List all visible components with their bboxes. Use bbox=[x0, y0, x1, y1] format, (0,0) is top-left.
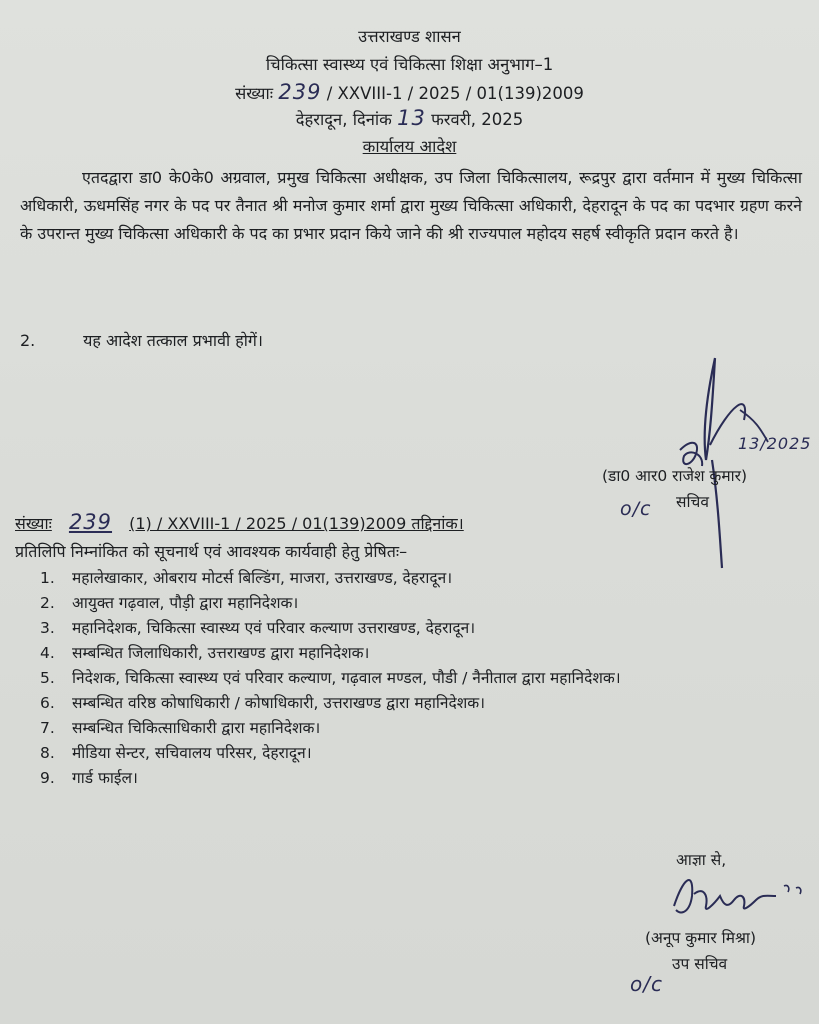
list-item-number: 9. bbox=[40, 769, 55, 787]
secretary-signature bbox=[640, 350, 815, 575]
list-item bbox=[40, 716, 810, 741]
para2-text: यह आदेश तत्काल प्रभावी होगें। bbox=[83, 331, 263, 350]
list-item-text: निदेशक, चिकित्सा स्वास्थ्य एवं परिवार कल्याण, गढ़वाल मण्डल, पौडी / नैनीताल द्वारा महानिदेशक। bbox=[72, 669, 621, 687]
secretary-designation: सचिव bbox=[676, 493, 709, 511]
list-item bbox=[40, 566, 810, 591]
list-item-text: महानिदेशक, चिकित्सा स्वास्थ्य एवं परिवार कल्याण उत्तराखण्ड, देहरादून। bbox=[72, 619, 476, 637]
section-name: चिकित्सा स्वास्थ्य एवं चिकित्सा शिक्षा अनुभाग–1 bbox=[265, 55, 554, 74]
govt-name: उत्तराखण्ड शासन bbox=[358, 27, 461, 46]
list-item-number: 6. bbox=[40, 694, 55, 712]
secretary-oc-note: o/c bbox=[620, 498, 652, 520]
deputy-secretary-designation: उप सचिव bbox=[672, 955, 728, 973]
order-number-hand: 239 bbox=[278, 80, 322, 104]
list-item bbox=[40, 741, 810, 766]
copy-number-suffix: (1) / XXVIII-1 / 2025 / 01(139)2009 तद्दिनांक। bbox=[129, 514, 464, 533]
secretary-sign-date: 13/2025 bbox=[738, 434, 812, 453]
deputy-secretary-oc-note: o/c bbox=[630, 972, 663, 996]
order-title: कार्यालय आदेश bbox=[362, 137, 457, 156]
secretary-name: (डा0 आर0 राजेश कुमार) bbox=[602, 467, 748, 485]
order-number bbox=[0, 80, 819, 104]
order-title-wrap bbox=[0, 134, 819, 157]
deputy-secretary-signature bbox=[664, 866, 814, 924]
deputy-secretary-name: (अनूप कुमार मिश्रा) bbox=[645, 929, 756, 947]
list-item-text: महालेखाकार, ओबराय मोटर्स बिल्डिंग, माजरा, उत्तराखण्ड, देहरादून। bbox=[72, 569, 453, 587]
list-item-number: 7. bbox=[40, 719, 55, 737]
by-order-text: आज्ञा से, bbox=[676, 851, 727, 869]
list-item-text: आयुक्त गढ़वाल, पौड़ी द्वारा महानिदेशक। bbox=[72, 594, 299, 612]
list-item bbox=[40, 641, 810, 666]
copy-forwarded-line: प्रतिलिपि निम्नांकित को सूचनार्थ एवं आवश्यक कार्यवाही हेतु प्रेषितः– bbox=[15, 542, 408, 561]
order-number-prefix: संख्याः bbox=[235, 84, 274, 103]
list-item-text: मीडिया सेन्टर, सचिवालय परिसर, देहरादून। bbox=[72, 744, 312, 762]
order-date-suffix: फरवरी, 2025 bbox=[431, 110, 524, 129]
list-item-number: 4. bbox=[40, 644, 55, 662]
copy-recipient-list bbox=[40, 566, 810, 791]
copy-number-hand: 239 bbox=[68, 510, 113, 534]
order-paragraph-1: एतदद्वारा डा0 के0के0 अग्रवाल, प्रमुख चिकित्सा अधीक्षक, उप जिला चिकित्सालय, रूद्रपुर द्वारा वर्तमान में मुख्य चिकित्सा अधिकारी, ऊधमसिंह नगर के पद पर तैनात श्री मनोज कुमार शर्मा द्वारा मुख्य चिकित्सा अधिकारी, देहरादून के पद का पदभार ग्रहण करने के उपरान्त मुख्य चिकित्सा अधिकारी के पद का प्रभार प्रदान किये जाने की श्री राज्यपाल महोदय सहर्ष स्वीकृति प्रदान करते है। bbox=[20, 168, 802, 243]
list-item-number: 5. bbox=[40, 669, 55, 687]
list-item-number: 1. bbox=[40, 569, 55, 587]
list-item bbox=[40, 666, 810, 691]
list-item bbox=[40, 591, 810, 616]
list-item bbox=[40, 766, 810, 791]
list-item-text: गार्ड फाईल। bbox=[72, 769, 138, 787]
order-number-suffix: / XXVIII-1 / 2025 / 01(139)2009 bbox=[326, 84, 584, 103]
order-date bbox=[0, 106, 819, 130]
para2-number: 2. bbox=[20, 331, 36, 350]
list-item bbox=[40, 616, 810, 641]
order-date-prefix: देहरादून, दिनांक bbox=[295, 110, 392, 129]
copy-number-prefix: संख्याः bbox=[15, 514, 52, 533]
list-item-number: 3. bbox=[40, 619, 55, 637]
list-item bbox=[40, 691, 810, 716]
list-item-text: सम्बन्धित वरिष्ठ कोषाधिकारी / कोषाधिकारी, उत्तराखण्ड द्वारा महानिदेशक। bbox=[72, 694, 486, 712]
order-date-hand: 13 bbox=[397, 106, 426, 130]
list-item-number: 2. bbox=[40, 594, 55, 612]
list-item-text: सम्बन्धित चिकित्साधिकारी द्वारा महानिदेशक। bbox=[72, 719, 321, 737]
list-item-number: 8. bbox=[40, 744, 55, 762]
list-item-text: सम्बन्धित जिलाधिकारी, उत्तराखण्ड द्वारा महानिदेशक। bbox=[72, 644, 370, 662]
order-paragraph-2 bbox=[20, 329, 263, 351]
copy-number bbox=[15, 510, 464, 534]
